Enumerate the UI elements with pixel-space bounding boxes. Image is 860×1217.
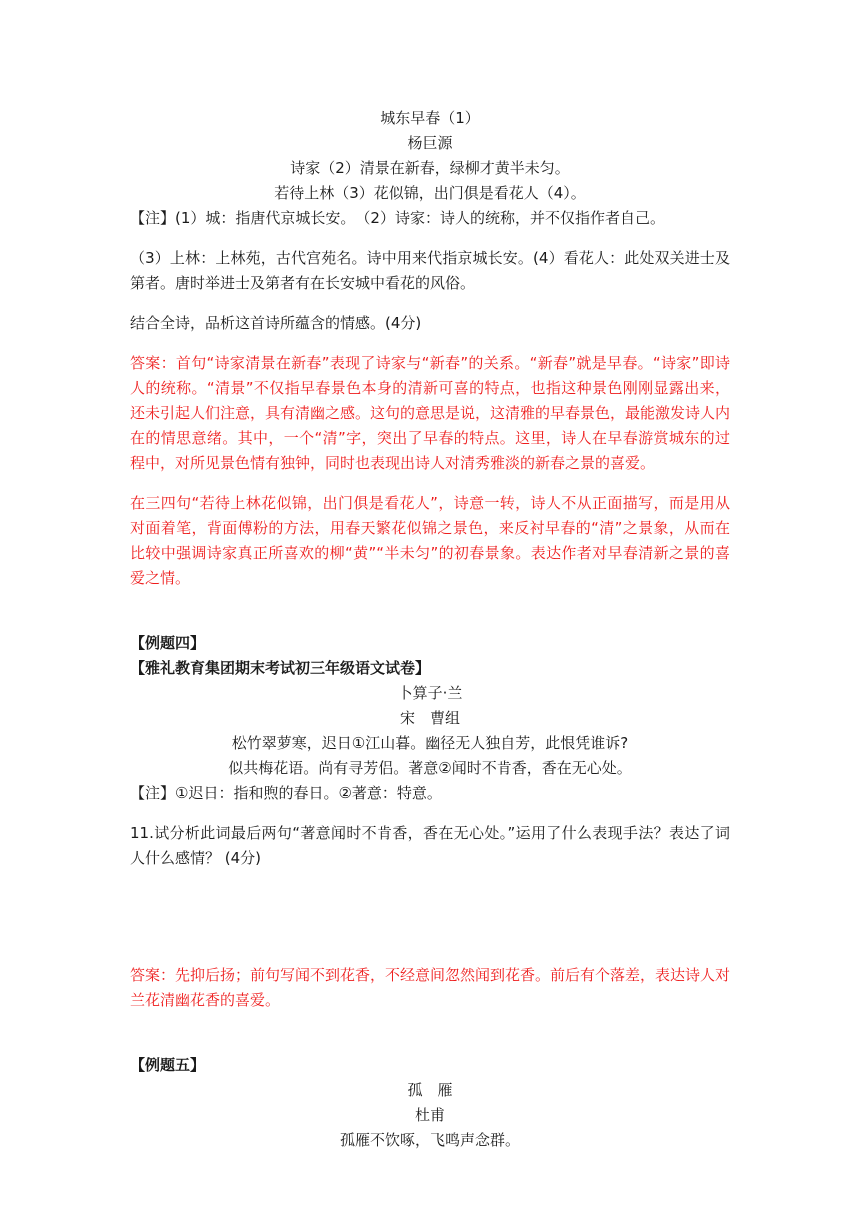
example-heading: 【例题五】 bbox=[130, 1056, 206, 1074]
annotation-note: （3）上林：上林苑，古代宫苑名。诗中用来代指京城长安。(4）看花人：此处双关进士及第者。唐时举进士及第者有在长安城中看花的风俗。 bbox=[130, 249, 730, 292]
answer-space bbox=[130, 886, 730, 948]
poem-title: 卜算子·兰 bbox=[397, 684, 463, 702]
poem-title: 孤 雁 bbox=[407, 1081, 453, 1099]
exam-source: 【雅礼教育集团期末考试初三年级语文试卷】 bbox=[130, 659, 431, 677]
spacer bbox=[130, 1028, 730, 1053]
poem-author: 杜甫 bbox=[414, 1106, 445, 1124]
answer-paragraph: 答案：首句“诗家清景在新春”表现了诗家与“新春”的关系。“新春”就是早春。“诗家”即诗人的统称。“清景”不仅指早春景色本身的清新可喜的特点，也指这种景色刚刚显露出来，还未引起人们注意，具有清幽之感。这句的意思是说，这清雅的早春景色，最能激发诗人内在的情思意绪。其中，一个“清”字，突出了早春的特点。这里，诗人在早春游赏城东的过程中，对所见景色情有独钟，同时也表现出诗人对清秀雅淡的新春之景的喜爱。 bbox=[130, 354, 731, 472]
document-page bbox=[130, 106, 730, 1153]
question-text: 结合全诗，品析这首诗所蕴含的情感。(4分) bbox=[130, 314, 422, 332]
answer-paragraph: 答案：先抑后扬；前句写闻不到花香，不经意间忽然闻到花香。前后有个落差，表达诗人对兰花清幽花香的喜爱。 bbox=[130, 966, 731, 1009]
annotation-note: 【注】(1）城：指唐代京城长安。 （2）诗家：诗人的统称，并不仅指作者自己。 bbox=[130, 209, 665, 227]
poem-line: 若待上林（3）花似锦，出门俱是看花人（4）。 bbox=[274, 184, 586, 202]
poem-author: 杨巨源 bbox=[407, 134, 453, 152]
poem-line: 松竹翠萝寒，迟日①江山暮。幽径无人独自芳，此恨凭谁诉? bbox=[231, 734, 629, 752]
poem-line: 诗家（2）清景在新春，绿柳才黄半未匀。 bbox=[290, 159, 570, 177]
question-text: 11.试分析此词最后两句“著意闻时不肯香，香在无心处。”运用了什么表现手法？表达了词人什么感情？ (4分) bbox=[130, 824, 730, 867]
spacer bbox=[130, 606, 730, 631]
answer-paragraph: 在三四句“若待上林花似锦，出门俱是看花人”，诗意一转，诗人不从正面描写，而是用从对面着笔，背面傅粉的方法，用春天繁花似锦之景色，来反衬早春的“清”之景象，从而在比较中强调诗家真正所喜欢的柳“黄”“半未匀”的初春景象。表达作者对早春清新之景的喜爱之情。 bbox=[130, 494, 730, 587]
poem-line: 孤雁不饮啄，飞鸣声念群。 bbox=[339, 1131, 520, 1149]
poem-author: 宋 曹组 bbox=[399, 709, 460, 727]
annotation-note: 【注】①迟日：指和煦的春日。②著意：特意。 bbox=[130, 784, 442, 802]
poem-line: 似共梅花语。尚有寻芳侣。著意②闻时不肯香，香在无心处。 bbox=[228, 759, 632, 777]
poem-title: 城东早春（1） bbox=[380, 109, 480, 127]
example-heading: 【例题四】 bbox=[130, 634, 206, 652]
